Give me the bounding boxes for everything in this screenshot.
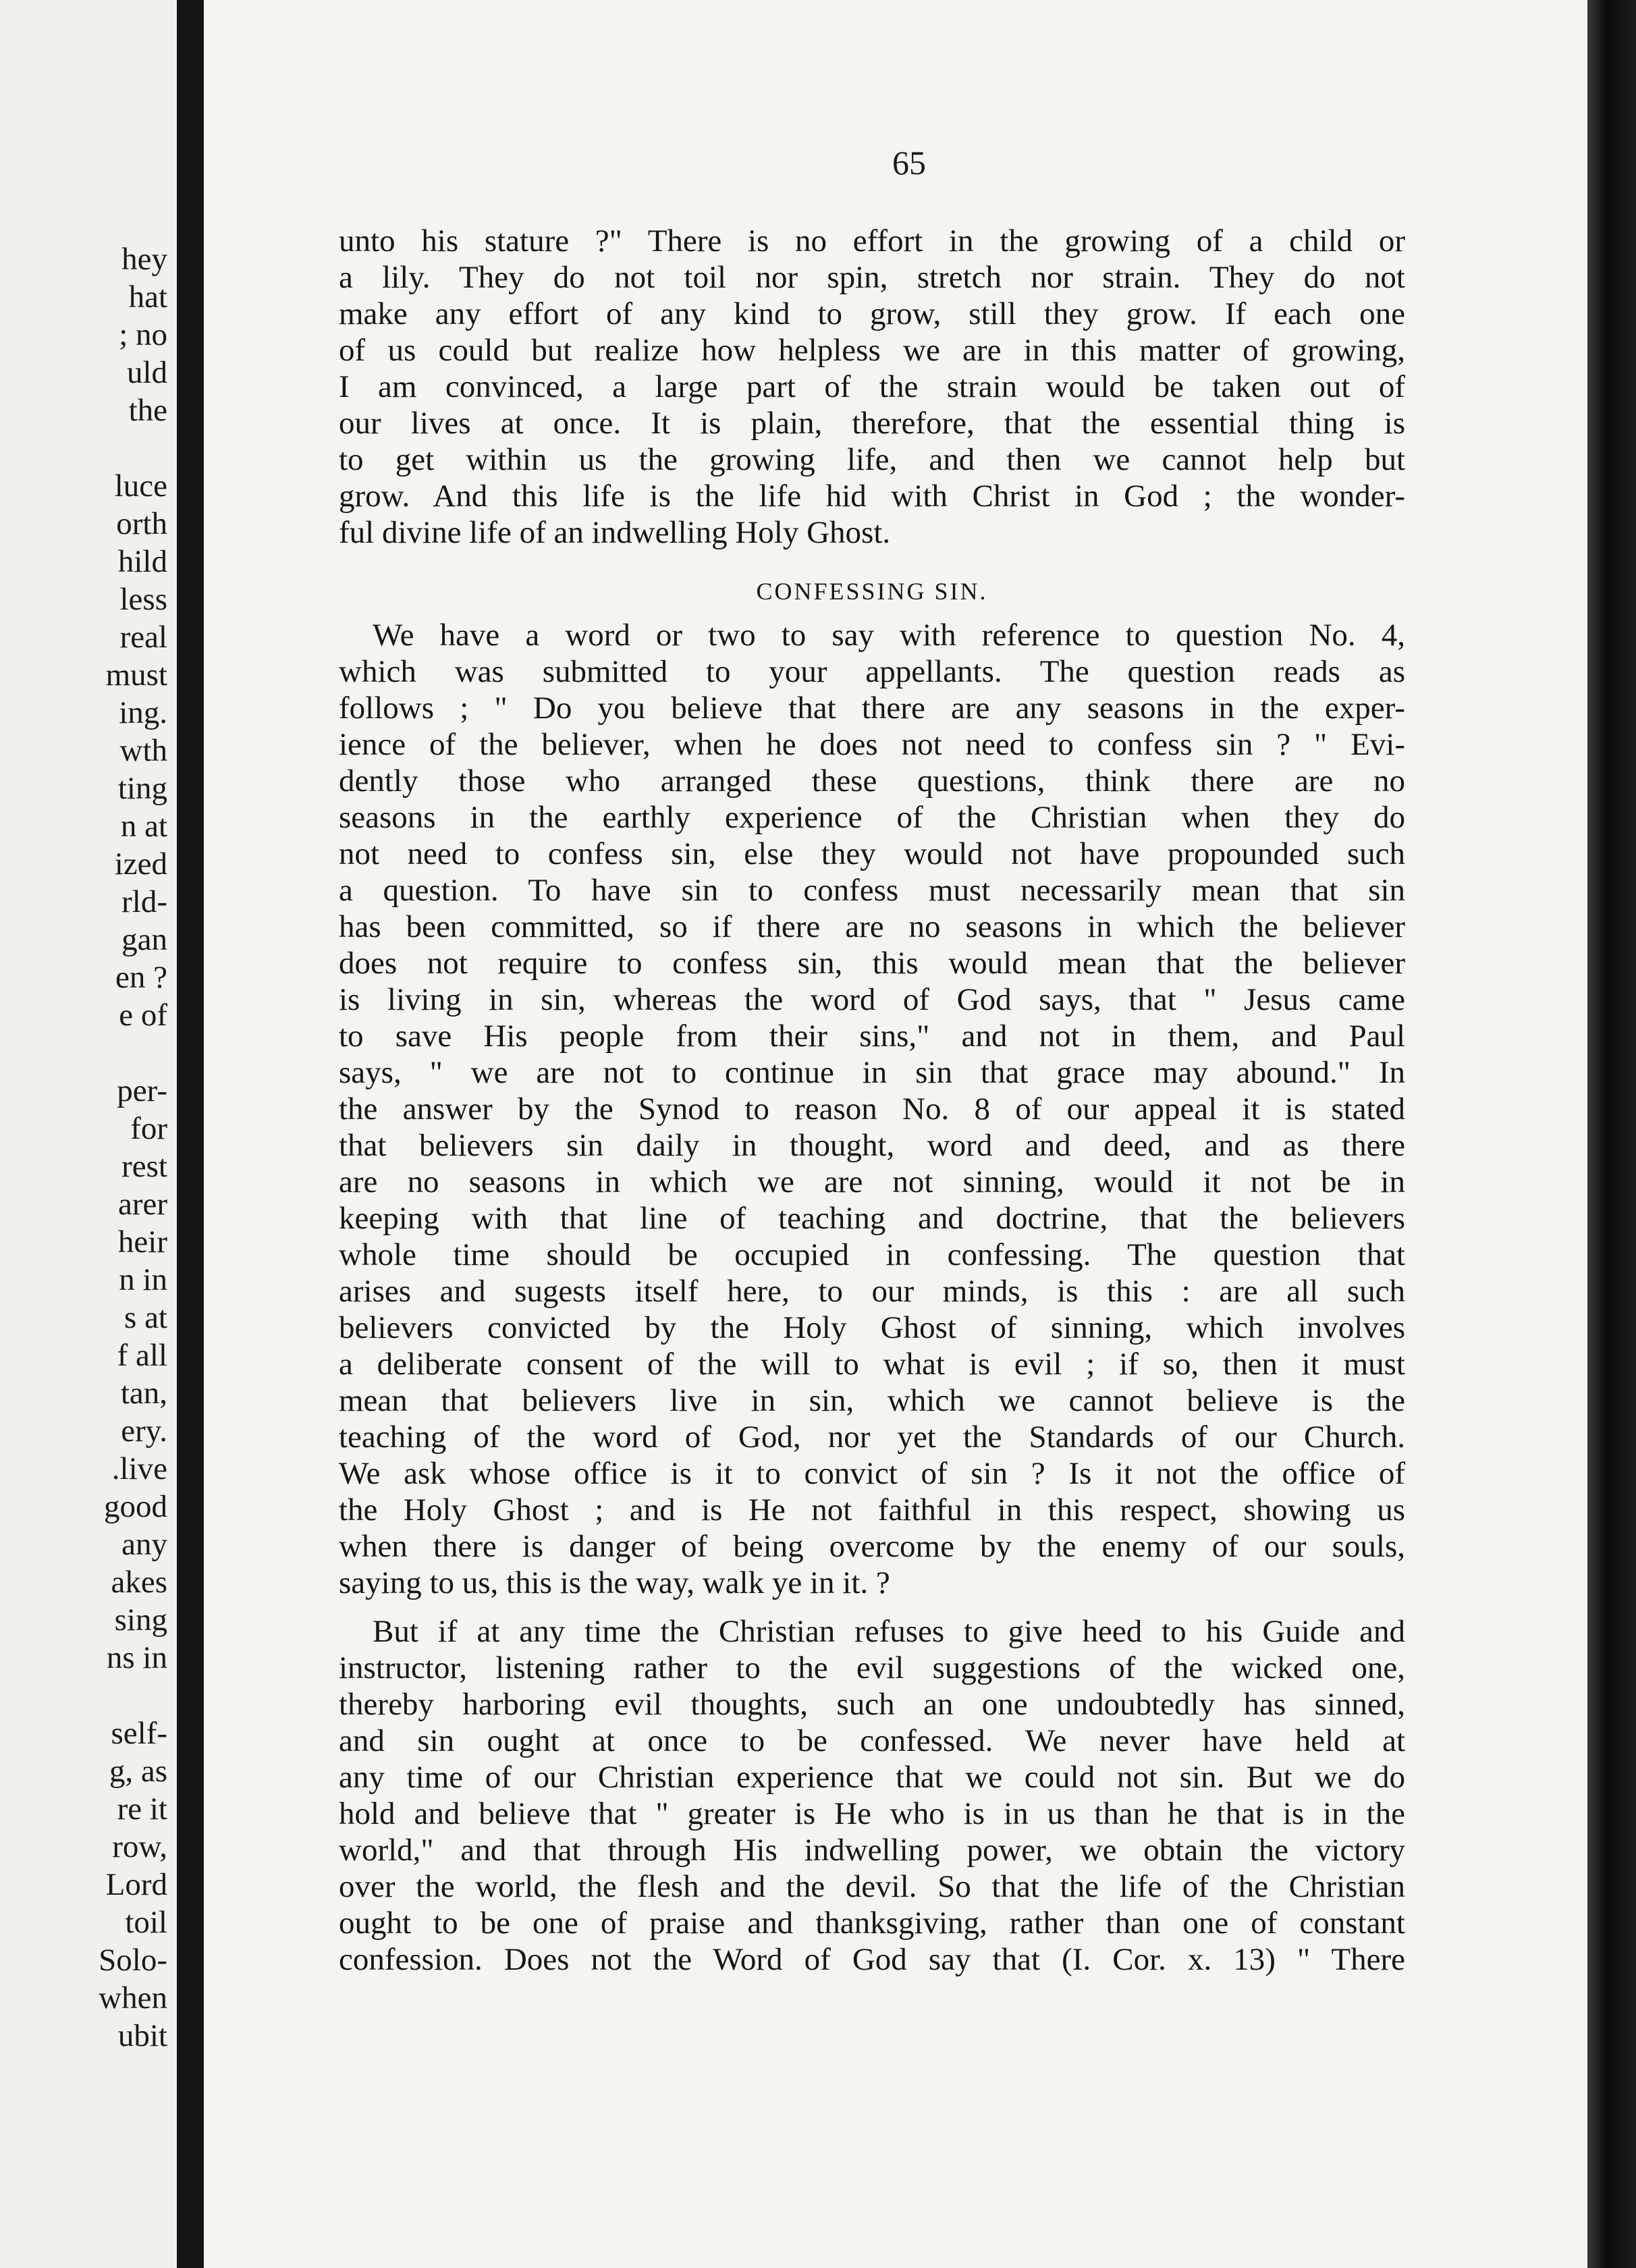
text-line: saying to us, this is the way, walk ye in it. ? (339, 1565, 890, 1600)
paragraph-1 (339, 223, 1405, 551)
text-line: the Holy Ghost ; and is He not faithful in this respect, showing us (339, 1492, 1405, 1528)
text-line: We ask whose office is it to convict of sin ? Is it not the office of (339, 1456, 1405, 1491)
text-line: whole time should be occupied in confessing. The question that (339, 1237, 1405, 1272)
left-page-fragment: for (130, 1111, 167, 1146)
text-line: to get within us the growing life, and then we cannot help but (339, 442, 1405, 477)
left-page-fragment (99, 1677, 167, 1714)
left-page-fragment: en ? (115, 960, 167, 995)
text-line: grow. And this life is the life hid with Christ in God ; the wonder- (339, 479, 1405, 514)
left-page-fragment: wth (119, 733, 167, 768)
text-line: of us could but realize how helpless we are in this matter of growing, (339, 333, 1405, 368)
left-page-fragment: ting (117, 771, 167, 806)
left-page-fragment: Lord (105, 1867, 167, 1902)
text-line: says, " we are not to continue in sin that grace may abound." In (339, 1055, 1405, 1090)
left-page-fragment: re it (117, 1791, 167, 1827)
left-page (0, 0, 177, 2268)
left-page-fragment: gan (121, 922, 167, 957)
left-page-fragment: must (105, 657, 167, 693)
page-number: 65 (892, 144, 926, 182)
left-page-fragment: any (121, 1527, 167, 1562)
text-line: over the world, the flesh and the devil. So that the life of the Christian (339, 1869, 1405, 1904)
left-page-fragment: rld- (121, 884, 167, 919)
left-page-fragment: hild (117, 544, 167, 579)
text-line: a lily. They do not toil nor spin, stretch nor strain. They do not (339, 260, 1405, 295)
text-line: has been committed, so if there are no seasons in which the believer (339, 909, 1405, 944)
right-page (204, 0, 1587, 2268)
left-page-fragment: s at (124, 1300, 167, 1335)
text-line: hold and believe that " greater is He who is in us than he that is in the (339, 1796, 1405, 1831)
text-line: thereby harboring evil thoughts, such an one undoubtedly has sinned, (339, 1687, 1405, 1722)
left-page-fragment: .live (111, 1451, 167, 1486)
left-page-fragment: heir (117, 1224, 167, 1260)
left-page-fragment: orth (116, 506, 167, 541)
left-page-fragment: row, (112, 1829, 167, 1864)
text-line: a deliberate consent of the will to what is evil ; if so, then it must (339, 1347, 1405, 1382)
left-page-fragment (99, 429, 167, 467)
text-line: not need to confess sin, else they would not have propounded such (339, 836, 1405, 871)
text-line: seasons in the earthly experience of the Christian when they do (339, 800, 1405, 835)
left-page-fragment: toil (125, 1905, 167, 1940)
section-heading: CONFESSING SIN. (756, 578, 988, 605)
text-line: when there is danger of being overcome by the enemy of our souls, (339, 1529, 1405, 1564)
left-page-fragment: f all (117, 1338, 167, 1373)
text-line: are no seasons in which we are not sinning, would it not be in (339, 1164, 1405, 1199)
left-page-fragment: g, as (109, 1754, 167, 1789)
left-page-fragment: Solo- (99, 1943, 167, 1978)
text-line: ience of the believer, when he does not need to confess sin ? " Evi- (339, 727, 1405, 762)
paragraph-3 (339, 1613, 1405, 1978)
text-line: unto his stature ?" There is no effort in the growing of a child or (339, 223, 1405, 259)
left-page-fragment: sing (114, 1602, 167, 1638)
page-edge-shadow (1587, 0, 1636, 2268)
left-page-text-fragments (99, 240, 167, 2055)
text-line: our lives at once. It is plain, therefore, that the essential thing is (339, 406, 1405, 441)
text-line: teaching of the word of God, nor yet the Standards of our Church. (339, 1420, 1405, 1455)
book-gutter (177, 0, 204, 2268)
text-line: and sin ought at once to be confessed. We never have held at (339, 1723, 1405, 1758)
left-page-fragment: rest (121, 1149, 167, 1184)
left-page-fragment: self- (111, 1716, 167, 1751)
left-page-fragment: ; no (119, 317, 167, 352)
text-line: world," and that through His indwelling power, we obtain the victory (339, 1833, 1405, 1868)
text-line: confession. Does not the Word of God say that (I. Cor. x. 13) " There (339, 1942, 1405, 1977)
left-page-fragment: uld (126, 355, 167, 390)
text-line: any time of our Christian experience that we could not sin. But we do (339, 1760, 1405, 1795)
left-page-fragment: hey (121, 242, 167, 277)
text-line: mean that believers live in sin, which we cannot believe is the (339, 1383, 1405, 1418)
text-line: make any effort of any kind to grow, still they grow. If each one (339, 296, 1405, 331)
left-page-fragment: when (99, 1980, 167, 2016)
text-line: arises and sugests itself here, to our minds, is this : are all such (339, 1274, 1405, 1309)
left-page-fragment: arer (117, 1187, 167, 1222)
text-line: ought to be one of praise and thanksgiving, rather than one of constant (339, 1906, 1405, 1941)
text-line: is living in sin, whereas the word of God says, that " Jesus came (339, 982, 1405, 1017)
left-page-fragment: real (119, 620, 167, 655)
left-page-fragment: luce (114, 468, 167, 504)
text-line: ful divine life of an indwelling Holy Ghost. (339, 515, 891, 550)
text-line: We have a word or two to say with reference to question No. 4, (373, 618, 1405, 653)
left-page-fragment: less (119, 582, 167, 617)
left-page-fragment: akes (111, 1565, 167, 1600)
text-line: the answer by the Synod to reason No. 8 of our appeal it is stated (339, 1091, 1405, 1127)
paragraph-2 (339, 617, 1405, 1601)
text-line: does not require to confess sin, this would mean that the believer (339, 946, 1405, 981)
left-page-fragment (99, 1034, 167, 1072)
left-page-fragment: good (104, 1489, 167, 1524)
text-line: to save His people from their sins," and not in them, and Paul (339, 1019, 1405, 1054)
left-page-fragment: e of (119, 998, 167, 1033)
left-page-fragment: the (128, 393, 167, 428)
text-line: dently those who arranged these questions, think there are no (339, 763, 1405, 799)
left-page-fragment: ns in (106, 1640, 167, 1675)
text-line: I am convinced, a large part of the strain would be taken out of (339, 369, 1405, 404)
text-line: a question. To have sin to confess must necessarily mean that sin (339, 873, 1405, 908)
text-line: keeping with that line of teaching and doctrine, that the believers (339, 1201, 1405, 1236)
left-page-fragment: ubit (117, 2018, 167, 2053)
left-page-fragment: ing. (119, 695, 167, 730)
text-line: follows ; " Do you believe that there are any seasons in the exper- (339, 691, 1405, 726)
text-line: that believers sin daily in thought, word and deed, and as there (339, 1128, 1405, 1163)
text-line: But if at any time the Christian refuses to give heed to his Guide and (373, 1614, 1405, 1649)
left-page-fragment: hat (128, 279, 167, 315)
left-page-fragment: ized (114, 846, 167, 882)
text-line: believers convicted by the Holy Ghost of sinning, which involves (339, 1310, 1405, 1345)
page-body (339, 223, 1405, 1978)
text-line: which was submitted to your appellants. The question reads as (339, 654, 1405, 689)
text-line: instructor, listening rather to the evil suggestions of the wicked one, (339, 1650, 1405, 1685)
left-page-fragment: ery. (121, 1413, 167, 1449)
left-page-fragment: per- (117, 1073, 167, 1108)
left-page-fragment: n at (120, 809, 167, 844)
left-page-fragment: n in (119, 1262, 167, 1297)
left-page-fragment: tan, (120, 1376, 167, 1411)
